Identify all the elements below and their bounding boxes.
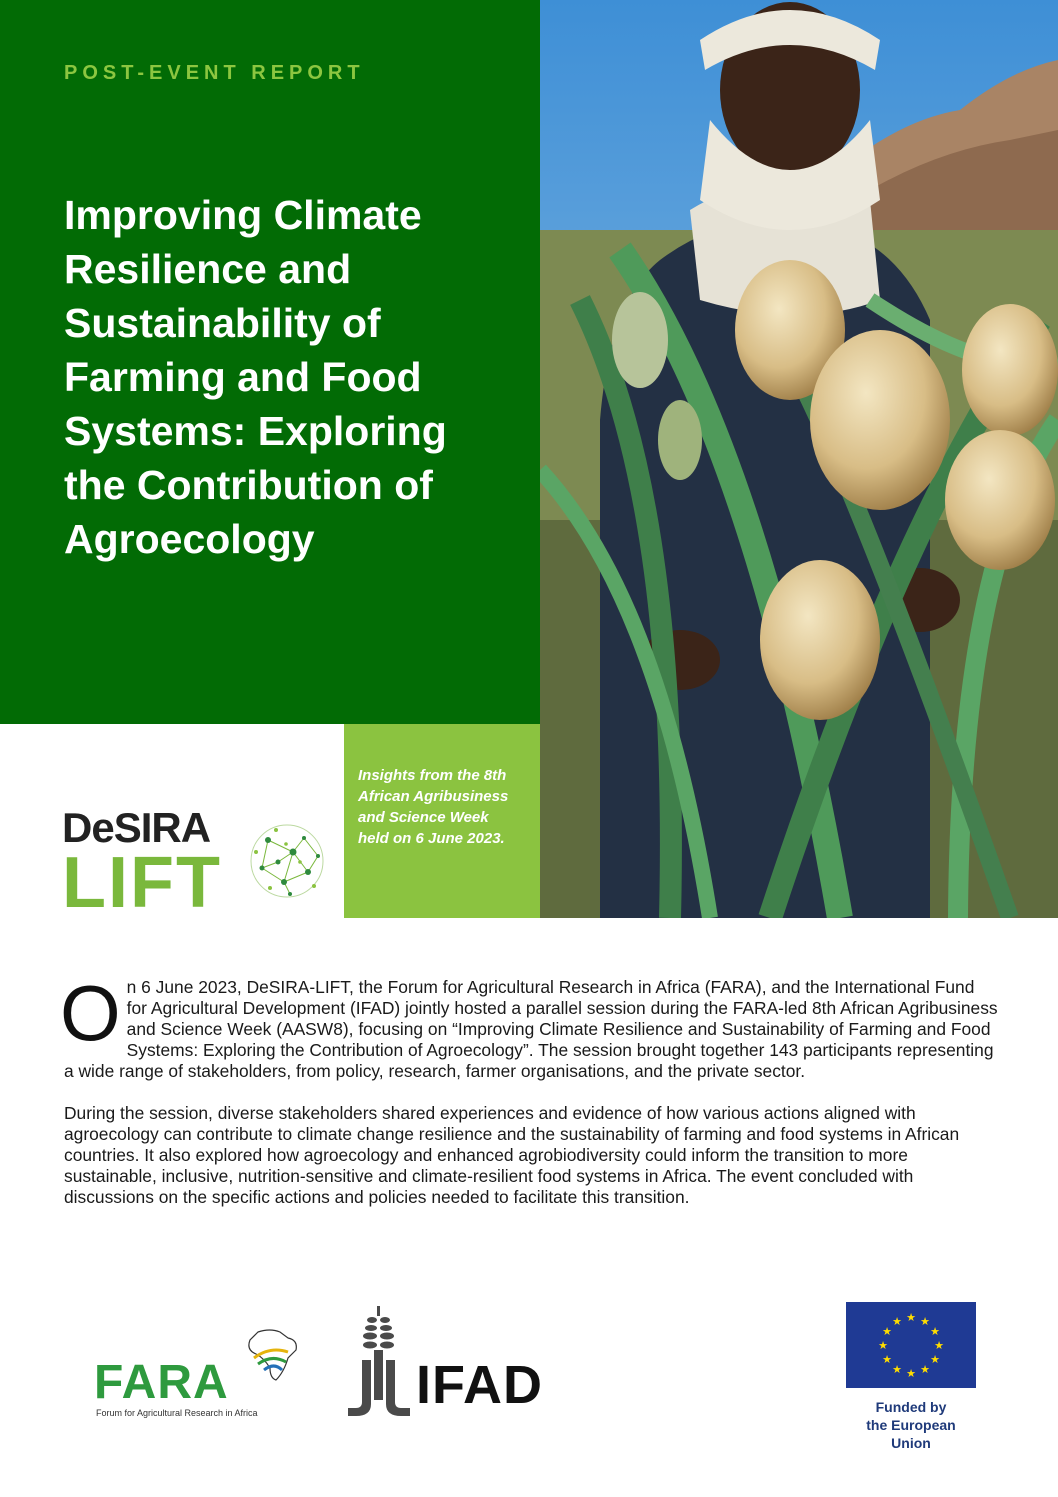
- report-kicker: POST-EVENT REPORT: [64, 62, 365, 84]
- intro-paragraph: [60, 969, 998, 1082]
- svg-text:★: ★: [906, 1311, 916, 1324]
- eu-caption-line1: Funded by: [875, 1399, 947, 1415]
- farmer-sorghum-photo: [540, 0, 1058, 918]
- insights-text: Insights from the 8th African Agribusiness and Science Week held on 6 June 2023.: [358, 767, 509, 847]
- wheat-icon: [344, 1304, 414, 1424]
- desira-logo-text: DeSIRA: [62, 804, 211, 851]
- insights-panel: [344, 724, 540, 918]
- svg-text:★: ★: [892, 1363, 902, 1376]
- eu-funding-logo: [846, 1302, 976, 1452]
- eu-caption-line2: the European Union: [866, 1417, 956, 1451]
- svg-text:★: ★: [892, 1315, 902, 1328]
- report-title: Improving Climate Resilience and Sustainability of Farming and Food Systems: Exploring the Contribution of Agroecology: [64, 192, 447, 562]
- ifad-logo-text: IFAD: [416, 1355, 544, 1415]
- fara-logo-text: FARA: [94, 1356, 229, 1409]
- svg-text:★: ★: [882, 1325, 892, 1338]
- fara-logo-subtitle: Forum for Agricultural Research in Africa: [96, 1408, 258, 1418]
- intro-paragraph-text: n 6 June 2023, DeSIRA-LIFT, the Forum for Agricultural Research in Africa (FARA), and the International Fund for Agricultural Development (IFAD) jointly hosted a parallel session during the FARA-led 8th African Agribusiness and Science Week (AASW8), focusing on “Improving Climate Resilience and Sustainability of Farming and Food Systems: Exploring the Contribution of Agroecology”. The session brought together 143 participants representing a wide range of stakeholders, from policy, research, farmer organisations, and the private sector.: [64, 977, 998, 1081]
- svg-text:★: ★: [906, 1367, 916, 1380]
- svg-text:★: ★: [930, 1325, 940, 1338]
- svg-text:★: ★: [920, 1363, 930, 1376]
- svg-text:★: ★: [930, 1353, 940, 1366]
- fara-logo: [94, 1328, 314, 1420]
- svg-text:★: ★: [882, 1353, 892, 1366]
- ifad-logo: [344, 1304, 554, 1420]
- report-body: [60, 969, 998, 1229]
- svg-text:★: ★: [934, 1339, 944, 1352]
- lift-logo-text: LIFT: [62, 843, 222, 923]
- session-paragraph: During the session, diverse stakeholders shared experiences and evidence of how various actions aligned with agroecology can contribute to climate change resilience and the sustainability of farming and food systems in African countries. It also explored how agroecology and enhanced agrobiodiversity could inform the transition to more sustainable, inclusive, nutrition-sensitive and climate-resilient food systems in Africa. The event concluded with discussions on the specific actions and policies needed to facilitate this transition.: [64, 1103, 960, 1207]
- title-panel: [0, 0, 540, 724]
- eu-funding-caption: [846, 1398, 976, 1452]
- svg-text:★: ★: [878, 1339, 888, 1352]
- network-globe-icon: [248, 822, 326, 904]
- drop-cap: O: [60, 969, 121, 1057]
- africa-map-icon: [244, 1328, 302, 1386]
- svg-text:★: ★: [920, 1315, 930, 1328]
- eu-flag-icon: [846, 1302, 976, 1388]
